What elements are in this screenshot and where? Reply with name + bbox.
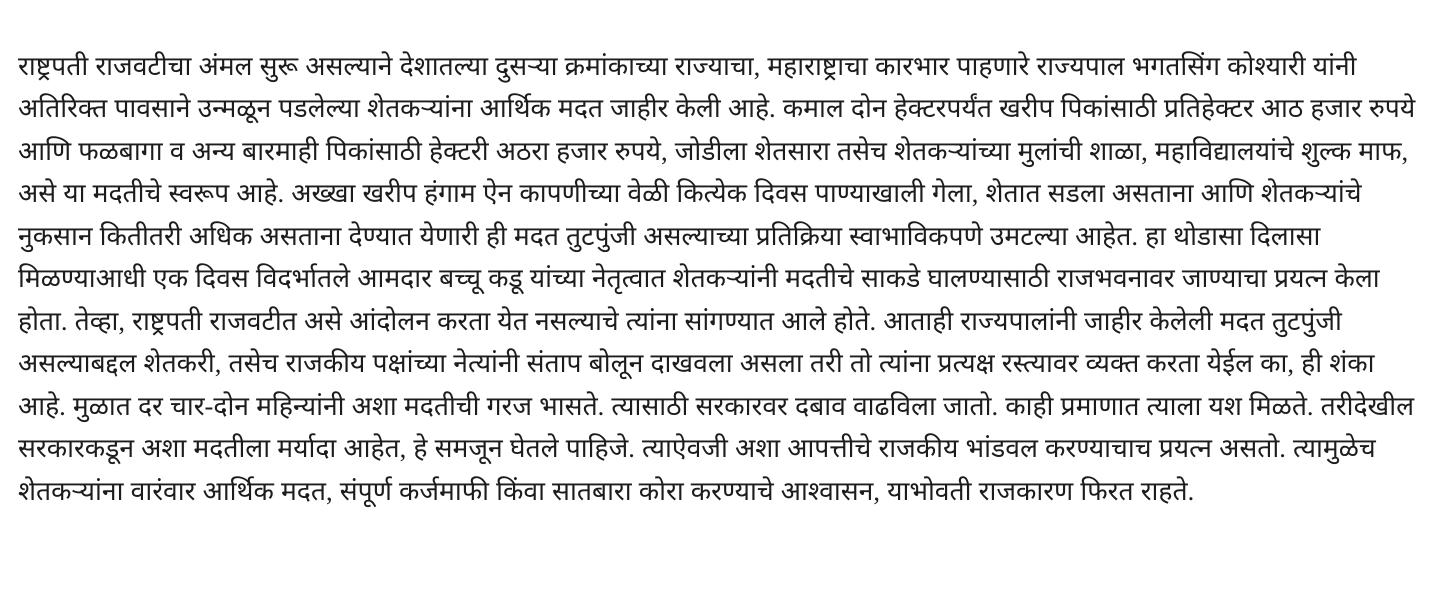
article-body-text: राष्ट्रपती राजवटीचा अंमल सुरू असल्याने देशातल्या दुसऱ्या क्रमांकाच्या राज्याचा, महाराष्ट्राचा कारभार पाहणारे राज्यपाल भगतसिंग कोश्यारी यांनी अतिरिक्त पावसाने उन्मळून पडलेल्या शेतकऱ्यांना आर्थिक मदत जाहीर केली आहे. कमाल दोन हेक्टरपर्यंत खरीप पिकांसाठी प्रतिहेक्टर आठ हजार रुपये आणि फळबागा व अन्य बारमाही पिकांसाठी हेक्टरी अठरा हजार रुपये, जोडीला शेतसारा तसेच शेतकऱ्यांच्या मुलांची शाळा, महाविद्यालयांचे शुल्क माफ, असे या मदतीचे स्वरूप आहे. अख्खा खरीप हंगाम ऐन कापणीच्या वेळी कित्येक दिवस पाण्याखाली गेला, शेतात सडला असताना आणि शेतकऱ्यांचे नुकसान कितीतरी अधिक असताना देण्यात येणारी ही मदत तुटपुंजी असल्याच्या प्रतिक्रिया स्वाभाविकपणे उमटल्या आहेत. हा थोडासा दिलासा मिळण्याआधी एक दिवस विदर्भातले आमदार बच्चू कडू यांच्या नेतृत्वात शेतकऱ्यांनी मदतीचे साकडे घालण्यासाठी राजभवनावर जाण्याचा प्रयत्न केला होता. तेव्हा, राष्ट्रपती राजवटीत असे आंदोलन करता येत नसल्याचे त्यांना सांगण्यात आले होते. आताही राज्यपालांनी जाहीर केलेली मदत तुटपुंजी असल्याबद्दल शेतकरी, तसेच राजकीय पक्षांच्या नेत्यांनी संताप बोलून दाखवला असला तरी तो त्यांना प्रत्यक्ष रस्त्यावर व्यक्त करता येईल का, ही शंका आहे. मुळात दर चार-दोन महिन्यांनी अशा मदतीची गरज भासते. त्यासाठी सरकारवर दबाव वाढविला जातो. काही प्रमाणात त्याला यश मिळते. तरीदेखील सरकारकडून अशा मदतीला मर्यादा आहेत, हे समजून घेतले पाहिजे. त्याऐवजी अशा आपत्तीचे राजकीय भांडवल करण्याचाच प्रयत्न असतो. त्यामुळेच शेतकऱ्यांना वारंवार आर्थिक मदत, संपूर्ण कर्जमाफी किंवा सातबारा कोरा करण्याचे आश्वासन, याभोवती राजकारण फिरत राहते. <box>18 50 1416 506</box>
